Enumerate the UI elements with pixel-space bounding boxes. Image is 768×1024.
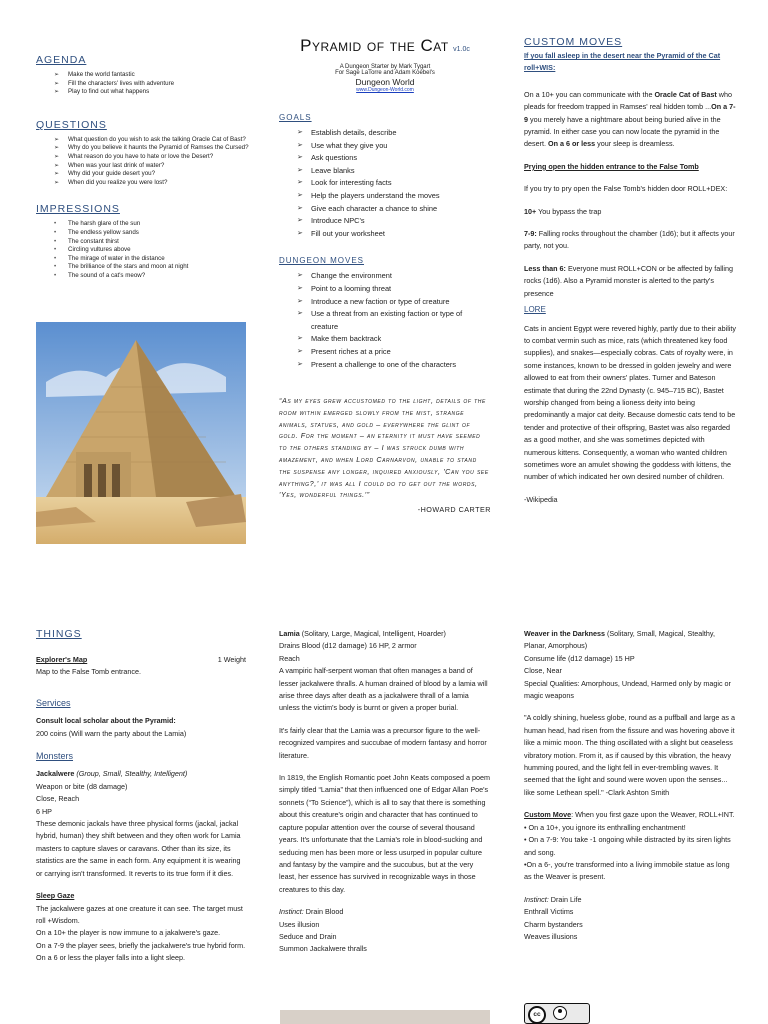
list-item: ➢ Leave blanks (297, 165, 491, 178)
move1-text: On a 10+ you can communicate with the Oracle Cat of Bast who pleads for freedom trapped in Ramses' real hidden tomb ...On a 7-9 you merely have a nightmare about being buried alive in the pyramid. In either case you can now locate the pyramid in the desert. On a 6 or less your sleep is dreamless. (524, 89, 736, 149)
explorers-map-row (36, 654, 246, 666)
list-item: ➢ Give each character a chance to shine (297, 203, 491, 216)
list-item: ➢ Why did your guide desert you? (54, 170, 251, 179)
lamia-attack: Drains Blood (d12 damage) 16 HP, 2 armor (279, 641, 417, 651)
weaver-attack: Consume life (d12 damage) 15 HP (524, 653, 635, 663)
move2-result-79: 7-9: Falling rocks throughout the chamber (1d6); but it affects your party, not you. (524, 229, 735, 251)
list-item: • The endless yellow sands (54, 229, 251, 238)
list-item: ➢ Use a threat from an existing faction or type of creature (297, 308, 491, 333)
list-item: ➢ Why do you believe it haunts the Pyramid of Ramses the Cursed? (54, 144, 251, 153)
cc-icon: cc (528, 1006, 546, 1024)
creative-commons-badge (524, 1003, 590, 1024)
lamia-instinct: Instinct: Drain Blood (279, 907, 344, 917)
lamia-move: Seduce and Drain (279, 931, 337, 941)
lore-heading: LORE (524, 305, 546, 315)
sleep-gaze-1: The jackalwere gazes at one creature it can see. The target must roll +Wisdom. (36, 903, 243, 925)
jackalwere-hp: 6 HP (36, 806, 52, 816)
pyramid-illustration (36, 322, 246, 544)
lamia-column (279, 628, 491, 956)
list-item: • The constant thirst (54, 238, 251, 247)
goals-heading: GOALS (279, 113, 312, 122)
list-item: ➢ What reason do you have to hate or love the Desert? (54, 153, 251, 162)
version-label: v1.0c (453, 46, 470, 53)
list-item: ➢ Present riches at a price (297, 346, 491, 359)
lamia-move: Summon Jackalwere thralls (279, 944, 367, 954)
lamia-description-3: In 1819, the English Romantic poet John Keats composed a poem simply titled “Lamia” that then influenced one of Edgar Allan Poe's sonnets (“To Science”), which is all to say that there is something about this creature's origin and character that has continued to capture popular attention over the course of several thousand years. It's unfortunate that the Lamia's role in blood-sucking and seducing men has been more or less usurped in popular culture and fantasy by the vampire and the succubus, but at the very least, her essence has survived in recognizable ways in those creatures to this day. (279, 773, 490, 894)
list-item: • The harsh glare of the sun (54, 220, 251, 229)
custom-moves-heading: CUSTOM MOVES (524, 36, 623, 48)
monsters-heading: Monsters (36, 751, 74, 762)
lamia-header: Lamia (Solitary, Large, Magical, Intelligent, Hoarder) (279, 629, 446, 638)
list-item: ➢ Play to find out what happens (54, 88, 251, 97)
weaver-column (524, 628, 738, 943)
weaver-special: Special Qualities: Amorphous, Undead, Harmed only by magic or magic weapons (524, 678, 731, 701)
byline-2: For Sage LaTorre and Adam Koebel's (335, 70, 435, 76)
weaver-instinct: Instinct: Drain Life (524, 894, 582, 904)
weaver-move-result: •On a 6-, you're transformed into a living immobile statue as long as the Weaver is present. (524, 859, 730, 882)
list-item: • The brilliance of the stars and moon at night (54, 263, 251, 272)
move1-trigger: If you fall asleep in the desert near the Pyramid of the Cat roll+WIS: (524, 51, 721, 73)
list-item: ➢ Fill the characters' lives with adventure (54, 80, 251, 89)
website-link[interactable]: www.Dungeon-World.com (356, 87, 414, 93)
map-description: Map to the False Tomb entrance. (36, 667, 141, 677)
services-heading: Services (36, 697, 71, 708)
lamia-description-1: A vampiric half-serpent woman that often manages a band of lesser jackalwere thralls. A human drained of blood by a lamia will arise three days after death as a jackalwere thrall of a lamia unless the victim's body is burnt or given a proper burial. (279, 666, 488, 713)
impressions-heading: IMPRESSIONS (36, 203, 120, 216)
game-name: Dungeon World (355, 77, 415, 87)
move2-trigger: Prying open the hidden entrance to the False Tomb (524, 161, 699, 171)
lamia-move: Uses illusion (279, 919, 320, 929)
list-item: ➢ Point to a looming threat (297, 283, 491, 296)
weaver-move: Weaves illusions (524, 931, 578, 941)
impressions-list (36, 220, 251, 280)
weaver-move-result: • On a 7-9: You take -1 ongoing while distracted by its siren lights and song. (524, 835, 731, 857)
document-title: Pyramid of the Cat (300, 36, 449, 55)
questions-list (36, 136, 251, 188)
move2-result-10: 10+ You bypass the trap (524, 206, 602, 216)
weaver-range: Close, Near (524, 666, 562, 676)
quote-attribution: -HOWARD CARTER (417, 505, 491, 515)
goals-list (279, 127, 491, 240)
things-heading: THINGS (36, 628, 82, 640)
dungeon-moves-heading: DUNGEON MOVES (279, 256, 365, 266)
sleep-gaze-4: On a 6 or less the player falls into a light sleep. (36, 953, 186, 963)
weaver-move-result: • On a 10+, you ignore its enthralling enchantment! (524, 822, 686, 832)
list-item: ➢ What question do you wish to ask the talking Oracle Cat of Bast? (54, 136, 251, 145)
list-item: ➢ When did you realize you were lost? (54, 179, 251, 188)
right-column (524, 36, 738, 516)
service-name: Consult local scholar about the Pyramid: (36, 716, 176, 726)
questions-heading: QUESTIONS (36, 118, 107, 131)
left-column (36, 54, 251, 295)
list-item: ➢ Present a challenge to one of the characters (297, 359, 491, 372)
agenda-heading: AGENDA (36, 54, 87, 66)
list-item: ➢ Help the players understand the moves (297, 190, 491, 203)
list-item: ➢ Make them backtrack (297, 333, 491, 346)
jackalwere-range: Close, Reach (36, 794, 80, 804)
title-block (279, 36, 491, 93)
dungeon-moves-list (279, 270, 491, 371)
list-item: ➢ Introduce NPC's (297, 215, 491, 228)
jackalwere-attack: Weapon or bite (d8 damage) (36, 781, 128, 791)
lamia-description-2: It's fairly clear that the Lamia was a precursor figure to the well-recognized vampires and succubae of modern fantasy and horror literature. (279, 725, 487, 760)
weaver-header: Weaver in the Darkness (Solitary, Small, Magical, Stealthy, Planar, Amorphous) (524, 629, 715, 651)
weaver-move: Enthrall Victims (524, 907, 574, 917)
move2-text: If you try to pry open the False Tomb's hidden door ROLL+DEX: (524, 184, 728, 194)
list-item: • The sound of a cat's meow? (54, 272, 251, 281)
list-item: • Circling vultures above (54, 246, 251, 255)
agenda-list (36, 71, 251, 97)
lamia-range: Reach (279, 653, 300, 663)
list-item: • The mirage of water in the distance (54, 255, 251, 264)
jackalwere-description: These demonic jackals have three physical forms (jackal, jackal hybrid, human) they shift between and they often work for Lamia masters to capture slaves or caravans. Other than its size, its statistics are the same in each form. Any equipment it is wearing or carrying isn't transformed. It reverts to its true form if it dies. (36, 819, 241, 878)
attribution-icon (553, 1006, 567, 1020)
sleep-gaze-heading: Sleep Gaze (36, 891, 75, 901)
carter-quote: “As my eyes grew accustomed to the light, details of the room within emerged slowly from the mist, strange animals, statues, and gold – everywhere the glint of gold. For the moment – an eternity it must have seemed to the others standing by – I was struck dumb with amazement, and when Lord Carnarvon, unable to stand the suspense any longer, inquired anxiously, 'Can you see anything?,' it was all I could do to get out the words, 'Yes, wonderful things.'” (279, 396, 489, 500)
bottom-image-fragment (280, 1010, 490, 1024)
lore-source: -Wikipedia (524, 494, 558, 504)
list-item: ➢ Make the world fantastic (54, 71, 251, 80)
weaver-quote: "A coldly shining, hueless globe, round as a puffball and large as a human head, had risen from the fissure and was hovering above it like a mimic moon. The thing oscillated with a slight but ceaseless vibratory motion. From it, as if caused by this vibration, the heavy humming poured, and the light fell in ever-trembling waves. It seemed that the light and sound were woven upon the senses... like some Lethean spell." -Clark Ashton Smith (524, 713, 735, 797)
jackalwere-header: Jackalwere (Group, Small, Stealthy, Intelligent) (36, 769, 188, 779)
list-item: ➢ Establish details, describe (297, 127, 491, 140)
byline-1: A Dungeon Starter by Mark Tygart (339, 64, 431, 70)
sleep-gaze-3: On a 7-9 the player sees, briefly the jackalwere's true hybrid form. (36, 940, 246, 950)
list-item: ➢ Change the environment (297, 270, 491, 283)
list-item: ➢ Introduce a new faction or type of creature (297, 296, 491, 309)
list-item: ➢ Look for interesting facts (297, 177, 491, 190)
service-description: 200 coins (Will warn the party about the Lamia) (36, 728, 187, 738)
map-weight: 1 Weight (217, 655, 246, 664)
list-item: ➢ Use what they give you (297, 140, 491, 153)
move2-result-6: Less than 6: Everyone must ROLL+CON or be affected by falling rocks (1d6). Also a Pyramid monster is alerted to the party's presence (524, 263, 734, 298)
list-item: ➢ Ask questions (297, 152, 491, 165)
map-name: Explorer's Map (36, 655, 88, 664)
middle-column (279, 36, 491, 514)
weaver-custom-move: Custom Move: When you first gaze upon the Weaver, ROLL+INT. (524, 810, 735, 820)
weaver-move: Charm bystanders (524, 919, 583, 929)
lore-text: Cats in ancient Egypt were revered highly, partly due to their ability to combat vermin such as mice, rats (which threatened key food supplies), and snakes—especially cobras. Cats of royalty were, in some instances, known to be dressed in golden jewelry and were allowed to eat from their owners' plates. Turner and Bateson estimate that during the 22nd Dynasty (c. 945–715 BC), Bastet worship changed from being a lioness deity into being predominantly a major cat deity. Because domestic cats tend to be tender and protective of their offspring, Bastet was also regarded as a good mother, and she was sometimes depicted with numerous kittens. Consequently, a woman who wanted children sometimes wore an amulet showing the goddess with kittens, the number of which indicated her own desired number of children. (524, 323, 737, 482)
pyramid-photo (36, 322, 246, 544)
list-item: ➢ Fill out your worksheet (297, 228, 491, 241)
sleep-gaze-2: On a 10+ the player is now immune to a jakalwere's gaze. (36, 928, 221, 938)
list-item: ➢ When was your last drink of water? (54, 162, 251, 171)
things-column (36, 628, 246, 965)
